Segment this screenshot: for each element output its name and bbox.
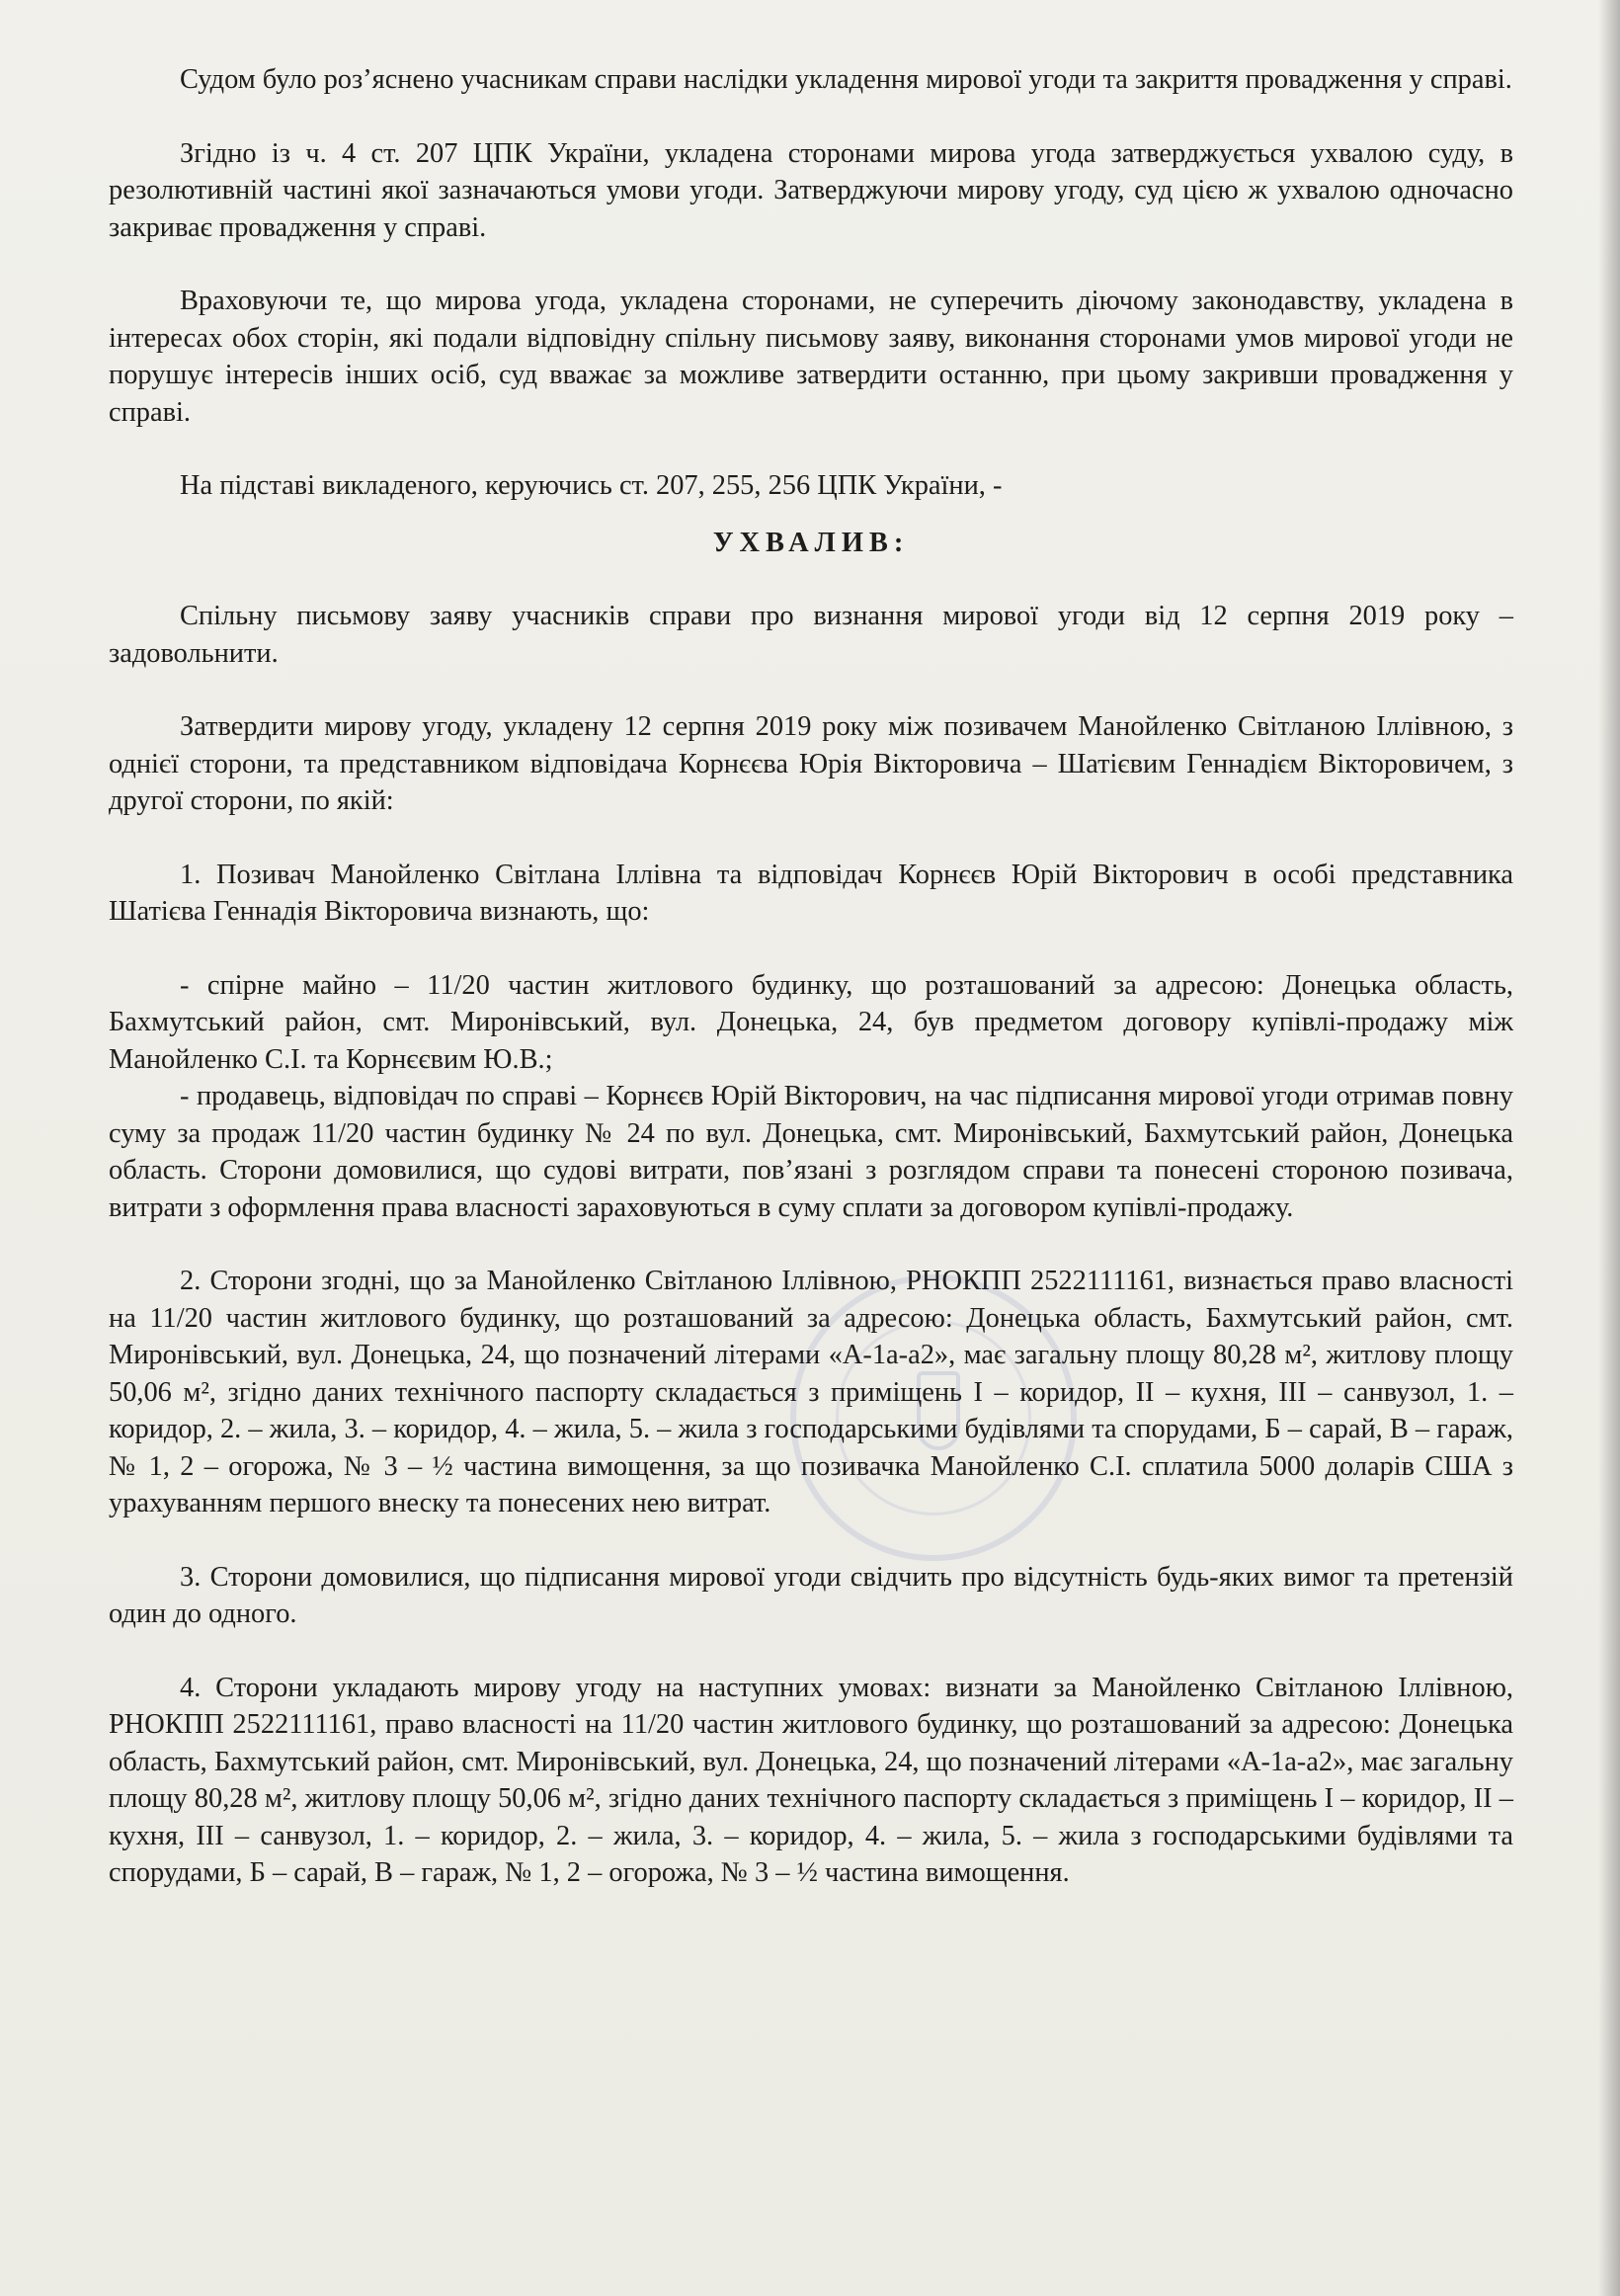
paragraph-article-207: Згідно із ч. 4 ст. 207 ЦПК України, укладена сторонами мирова угода затверджується ухвалою суду, в резолютивній частині якої зазначаються умови угоди. Затверджуючи мирову угоду, суд цією ж ухвалою одночасно закриває провадження у справі. — [109, 137, 1513, 243]
paragraph-consequences: Судом було роз’яснено учасникам справи наслідки укладення мирової угоди та закриття провадження у справі. — [180, 64, 1512, 95]
resolution-satisfy: Спільну письмову заяву учасників справи про визнання мирової угоди від 12 серпня 2019 року – задовольнити. — [109, 601, 1513, 669]
scan-shadow-edge — [1598, 0, 1620, 2296]
clause-2: 2. Сторони згодні, що за Манойленко Світланою Іллівною, РНОКПП 2522111161, визнається право власності на 11/20 частин житлового будинку, що розташований за адресою: Донецька область, Бахмутський район, смт. Миронівський, вул. Донецька, 24, що позначений літерами «А-1а-а2», має загальну площу 80,28 м², житлову площу 50,06 м², згідно даних технічного паспорту складається з приміщень І – коридор, ІІ – кухня, ІІІ – санвузол, 1. – коридор, 2. – жила, 3. – коридор, 4. – жила, 5. – жила з господарськими будівлями та спорудами, Б – сарай, В – гараж, № 1, 2 – огорожа, № 3 – ½ частина вимощення, за що позивачка Манойленко С.І. сплатила 5000 доларів США з урахуванням першого внеску та понесених нею витрат. — [109, 1266, 1513, 1518]
document-body — [109, 61, 1513, 1928]
clause-1-subitem-seller: - продавець, відповідач по справі – Корнєєв Юрій Вікторович, на час підписання мирової угоди отримав повну суму за продаж 11/20 частин будинку № 24 по вул. Донецька, смт. Миронівський, Бахмутський район, Донецька область. Сторони домовилися, що судові витрати, пов’язані з розглядом справи та понесені стороною позивача, витрати з оформлення права власності зараховуються в суму сплати за договором купівлі-продажу. — [109, 1081, 1513, 1223]
ruling-heading: УХВАЛИВ: — [712, 527, 910, 558]
clause-1-subitem-property: - спірне майно – 11/20 частин житлового будинку, що розташований за адресою: Донецька область, Бахмутський район, смт. Миронівський, вул. Донецька, 24, був предметом договору купівлі-продажу між Манойленко С.І. та Корнєєвим Ю.В.; — [109, 969, 1513, 1075]
resolution-approve: Затвердити мирову угоду, укладену 12 серпня 2019 року між позивачем Манойленко Світланою Іллівною, з однієї сторони, та представником відповідача Корнєєва Юрія Вікторовича – Шатієвим Геннадієм Вікторовичем, з другої сторони, по якій: — [109, 711, 1513, 816]
clause-3: 3. Сторони домовилися, що підписання мирової угоди свідчить про відсутність будь-яких вимог та претензій один до одного. — [109, 1561, 1513, 1629]
paragraph-basis: На підставі викладеного, керуючись ст. 207, 255, 256 ЦПК України, - — [180, 470, 1003, 501]
clause-1: 1. Позивач Манойленко Світлана Іллівна та відповідач Корнєєв Юрій Вікторович в особі представника Шатієва Геннадія Вікторовича визнають, що: — [109, 859, 1513, 927]
paragraph-considering: Враховуючи те, що мирова угода, укладена сторонами, не суперечить діючому законодавству, укладена в інтересах обох сторін, які подали відповідну спільну письмову заяву, виконання сторонами умов мирової угоди не порушує інтересів інших осіб, суд вважає за можливе затвердити останню, при цьому закривши провадження у справі. — [109, 286, 1513, 428]
clause-4: 4. Сторони укладають мирову угоду на наступних умовах: визнати за Манойленко Світланою Іллівною, РНОКПП 2522111161, право власності на 11/20 частин житлового будинку, що розташований за адресою: Донецька область, Бахмутський район, смт. Миронівський, вул. Донецька, 24, що позначений літерами «А-1а-а2», має загальну площу 80,28 м², житлову площу 50,06 м², згідно даних технічного паспорту складається з приміщень І – коридор, ІІ – кухня, ІІІ – санвузол, 1. – коридор, 2. – жила, 3. – коридор, 4. – жила, 5. – жила з господарськими будівлями та спорудами, Б – сарай, В – гараж, № 1, 2 – огорожа, № 3 – ½ частина вимощення. — [109, 1672, 1513, 1888]
